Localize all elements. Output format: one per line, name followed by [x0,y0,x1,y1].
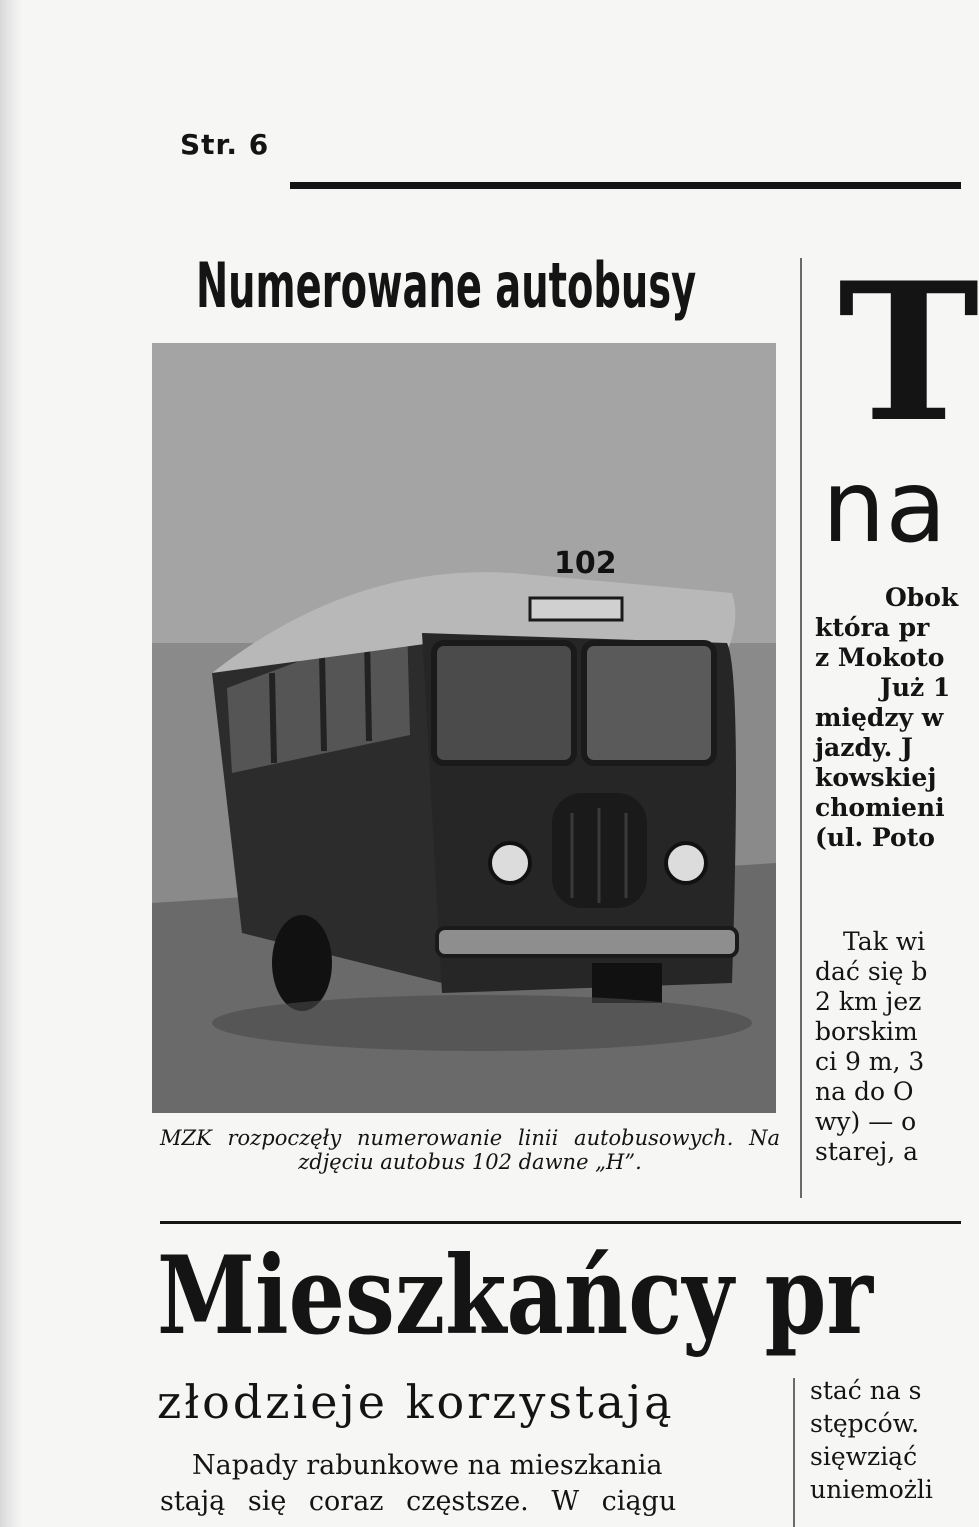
lead-line: która pr [815,613,930,642]
lead-line: (ul. Poto [815,823,935,852]
body-line: Napady rabunkowe na mieszkania [192,1450,663,1481]
bus-route-number: 102 [554,546,617,581]
header-rule [290,182,961,189]
right-article-subhead: na [822,448,947,565]
body-line: ci 9 m, 3 [815,1047,925,1076]
body-line: stają się coraz częstsze. W ciągu [160,1486,677,1517]
body-line: borskim [815,1017,918,1046]
section-rule [160,1221,961,1224]
body-line: wy) — o [815,1107,917,1136]
body-line: sięwziąć [810,1442,918,1471]
bus-illustration [152,343,776,1113]
bottom-article-headline: Mieszkańcy pr [157,1233,874,1359]
right-article-body [815,927,961,1167]
bottom-article-body [160,1448,780,1520]
body-line: dać się b [815,957,928,986]
lead-line: chomieni [815,793,945,822]
bus-article-headline: Numerowane autobusy [196,249,697,322]
body-line: Tak wi [843,927,926,956]
bus-photo-caption: MZK rozpoczęły numerowanie linii autobusowych. Na zdjęciu autobus 102 dawne „H”. [160,1126,780,1174]
lead-line: kowskiej [815,763,937,792]
body-line: starej, a [815,1137,919,1166]
body-line: stępców. [810,1409,920,1438]
right-article-headline: T [838,241,979,464]
column-rule-bottom [793,1378,795,1527]
page-edge-shadow [0,0,22,1527]
body-line: na do O [815,1077,914,1106]
right-article-lead [815,583,961,853]
column-rule-top [800,258,802,1198]
bottom-article-subhead: złodzieje korzystają [157,1375,675,1429]
lead-line: z Mokoto [815,643,945,672]
lead-line: Już 1 [880,673,951,702]
lead-line: między w [815,703,944,732]
body-line: uniemożli [810,1475,933,1504]
body-line: stać na s [810,1376,922,1405]
bus-photo [152,343,776,1113]
body-line: 2 km jez [815,987,922,1016]
page-number: Str. 6 [180,128,270,161]
bottom-right-column [810,1374,956,1506]
lead-line: Obok [885,583,959,612]
lead-line: jazdy. J [815,733,913,762]
